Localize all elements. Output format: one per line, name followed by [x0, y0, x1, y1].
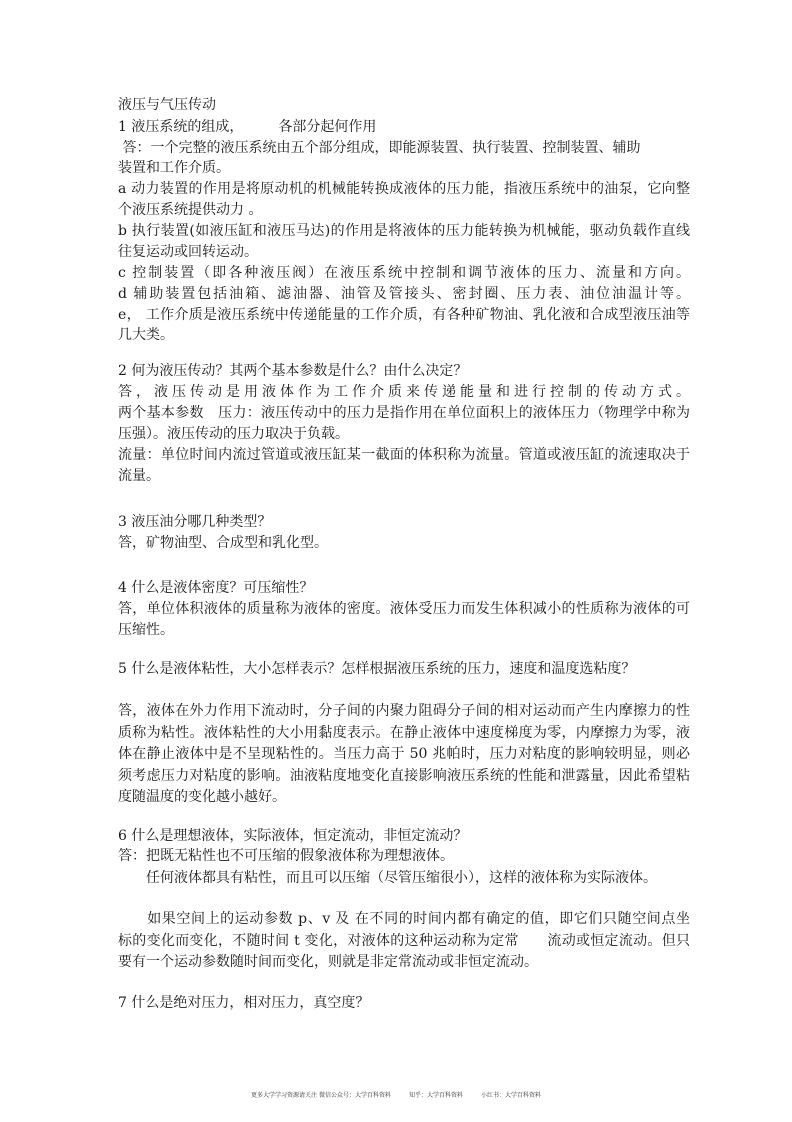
question-heading: 3 液压油分哪几种类型？ — [118, 514, 272, 530]
text-line: 任何液体都具有粘性，而且可以压缩（尽管压缩很小），这样的液体称为实际液体。 — [118, 870, 657, 886]
text-line: 体在静止液体中是不呈现粘性的。当压力高于 50 兆帕时，压力对粘度的影响较明显，则必 — [118, 746, 690, 762]
text-line: 压缩性。 — [118, 622, 174, 638]
question-heading: 7 什么是绝对压力，相对压力，真空度？ — [118, 995, 370, 1011]
text-line: 答，单位体积液体的质量称为液体的密度。液体受压力而发生体积减小的性质称为液体的可 — [118, 601, 690, 617]
question-heading: 4 什么是液体密度？可压缩性？ — [118, 580, 314, 596]
text-line: 装置和工作介质。 — [118, 160, 230, 176]
text-line: e， 工作介质是液压系统中传递能量的工作介质，有各种矿物油、乳化液和合成型液压油等 — [118, 307, 690, 323]
question-heading: 6 什么是理想液体，实际液体，恒定流动，非恒定流动？ — [118, 828, 468, 844]
question-heading: 5 什么是液体粘性，大小怎样表示？怎样根据液压系统的压力，速度和温度选粘度？ — [118, 661, 636, 677]
text-line: 往复运动或回转运动。 — [118, 244, 258, 260]
text-line: 几大类。 — [118, 327, 174, 343]
document-title: 液压与气压传动 — [118, 97, 216, 113]
text-line: 标的变化而变化，不随时间 t 变化，对液体的这种运动称为定常 流动或恒定流动。但只 — [118, 933, 690, 949]
text-line: 答，矿物油型、合成型和乳化型。 — [118, 535, 328, 551]
text-line: 流量。 — [118, 468, 160, 484]
text-line: d 辅助装置包括油箱、滤油器、油管及管接头、密封圈、压力表、油位油温计等。 — [118, 286, 690, 302]
text-line: 流量：单位时间内流过管道或液压缸某一截面的体积称为流量。管道或液压缸的流速取决于 — [118, 447, 690, 463]
text-line: 答：一个完整的液压系统由五个部分组成，即能源装置、执行装置、控制装置、辅助 — [118, 140, 641, 156]
text-line: 要有一个运动参数随时间而变化，则就是非定常流动或非恒定流动。 — [118, 954, 538, 970]
text-line: 答，液压传动是用液体作为工作介质来传递能量和进行控制的传动方式。 — [118, 384, 690, 400]
text-line: 度随温度的变化越小越好。 — [118, 789, 286, 805]
text-line: 如果空间上的运动参数 p、v 及 在不同的时间内都有确定的值，即它们只随空间点坐 — [118, 911, 690, 927]
text-line: a 动力装置的作用是将原动机的机械能转换成液体的压力能，指液压系统中的油泵，它向整 — [118, 181, 690, 197]
text-line: 答：把既无粘性也不可压缩的假象液体称为理想液体。 — [118, 848, 454, 864]
text-line: 须考虑压力对粘度的影响。油液粘度地变化直接影响液压系统的性能和泄露量，因此希望粘 — [118, 768, 690, 784]
question-heading: 1 液压系统的组成， 各部分起何作用 — [118, 119, 377, 135]
text-line: 质称为粘性。液体粘性的大小用黏度表示。在静止液体中速度梯度为零，内摩擦力为零，液 — [118, 725, 690, 741]
question-heading: 2 何为液压传动？其两个基本参数是什么？由什么决定？ — [118, 363, 468, 379]
text-line: c 控制装置（即各种液压阀）在液压系统中控制和调节液体的压力、流量和方向。 — [118, 265, 690, 281]
page-footer: 更多大学学习资源请关注 微信公众号：大学百科资料 知乎：大学百科资料 小红书：大学百科资料 — [251, 1092, 541, 1099]
text-line: 压强）。液压传动的压力取决于负载。 — [118, 426, 349, 442]
text-line: 两个基本参数 压力：液压传动中的压力是指作用在单位面积上的液体压力（物理学中称为 — [118, 405, 690, 421]
text-line: 个液压系统提供动力 。 — [118, 202, 263, 218]
text-line: 答，液体在外力作用下流动时，分子间的内聚力阻碍分子间的相对运动而产生内摩擦力的性 — [118, 703, 690, 719]
text-line: b 执行装置(如液压缸和液压马达)的作用是将液体的压力能转换为机械能，驱动负载作直线 — [118, 223, 690, 239]
